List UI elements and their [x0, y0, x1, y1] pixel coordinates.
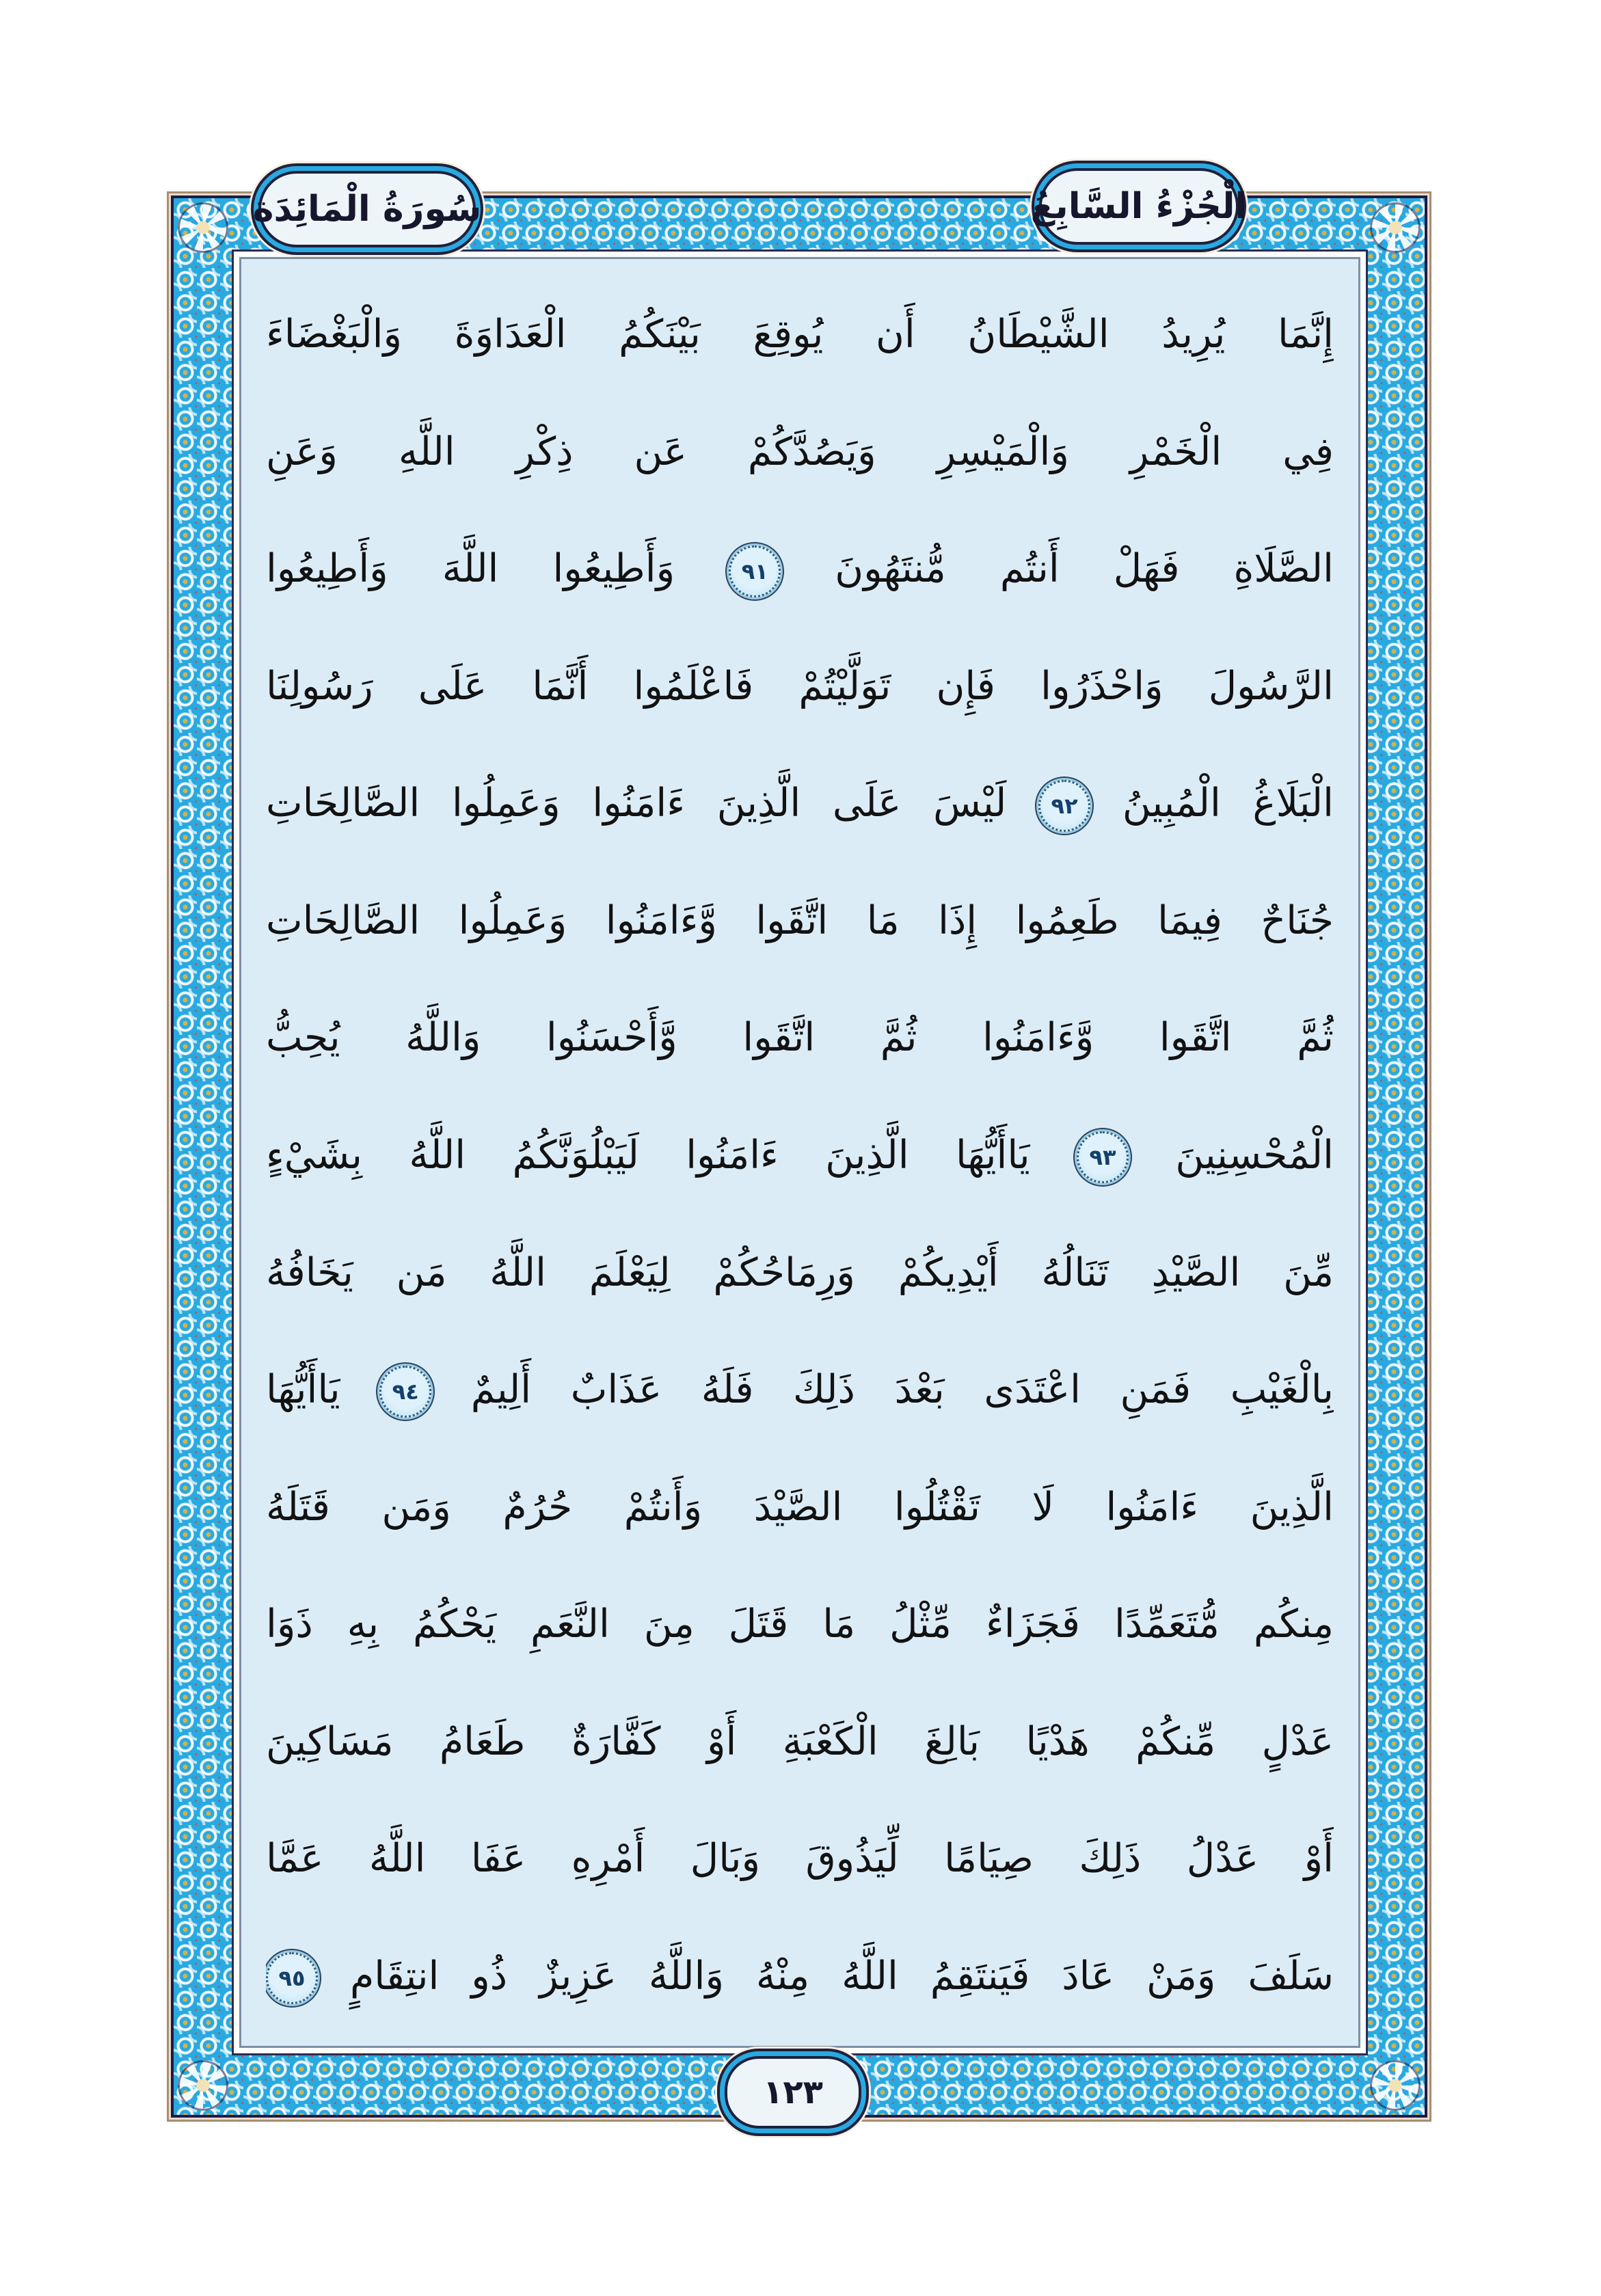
quran-line: [266, 1567, 1334, 1682]
quran-line: [266, 511, 1334, 626]
verse-text-segment: أَوْ عَدْلُ ذَلِكَ صِيَامًا لِّيَذُوقَ وَبَالَ أَمْرِهِ عَفَا اللَّهُ عَمَّا: [266, 1836, 1334, 1882]
ayah-end-marker-icon: [379, 1366, 431, 1418]
verse-text-segment: سَلَفَ وَمَنْ عَادَ فَيَنتَقِمُ اللَّهُ مِنْهُ وَاللَّهُ عَزِيزٌ ذُو انتِقَامٍ: [349, 1953, 1334, 1999]
ayah-end-marker-icon: [1038, 780, 1090, 832]
quran-line: [266, 746, 1334, 861]
verse-text-segment: مِنكُم مُّتَعَمِّدًا فَجَزَاءٌ مِّثْلُ مَا قَتَلَ مِنَ النَّعَمِ يَحْكُمُ بِهِ ذَوَا: [266, 1602, 1334, 1647]
verse-text-segment: الَّذِينَ ءَامَنُوا لَا تَقْتُلُوا الصَّيْدَ وَأَنتُمْ حُرُمٌ وَمَن قَتَلَهُ: [266, 1484, 1334, 1530]
surah-name-cartouche: [252, 171, 482, 247]
quran-line: [266, 1215, 1334, 1330]
verse-text-segment: يَاأَيُّهَا الَّذِينَ ءَامَنُوا لَيَبْلُوَنَّكُمُ اللَّهُ بِشَيْءٍ: [266, 1132, 1030, 1178]
surah-name-label: سُورَةُ الْمَائِدَة: [252, 189, 482, 230]
ayah-number: ٩٥: [278, 1965, 306, 1992]
verse-text-segment: الرَّسُولَ وَاحْذَرُوا فَإِن تَوَلَّيْتُمْ فَاعْلَمُوا أَنَّمَا عَلَى رَسُولِنَا: [266, 663, 1334, 709]
verse-text-segment: جُنَاحٌ فِيمَا طَعِمُوا إِذَا مَا اتَّقَوا وَّءَامَنُوا وَعَمِلُوا الصَّالِحَاتِ: [266, 897, 1334, 943]
ayah-number: ٩٤: [392, 1379, 419, 1405]
verse-text-segment: بِالْغَيْبِ فَمَنِ اعْتَدَى بَعْدَ ذَلِكَ فَلَهُ عَذَابٌ أَلِيمٌ: [470, 1367, 1334, 1413]
quran-line: [266, 1098, 1334, 1213]
verse-text-segment: الْمُحْسِنِينَ: [1175, 1132, 1334, 1178]
verse-text-segment: فِي الْخَمْرِ وَالْمَيْسِرِ وَيَصُدَّكُمْ عَن ذِكْرِ اللَّهِ وَعَنِ: [266, 429, 1334, 474]
verse-text-segment: ثُمَّ اتَّقَوا وَّءَامَنُوا ثُمَّ اتَّقَوا وَّأَحْسَنُوا وَاللَّهُ يُحِبُّ: [266, 1015, 1334, 1061]
quran-line: [266, 629, 1334, 744]
juz-name-label: الْجُزْءُ السَّابِعُ: [1030, 186, 1248, 227]
page-number-label: ١٢٣: [763, 2073, 823, 2111]
ayah-end-marker-icon: [729, 545, 781, 597]
ayah-end-marker-icon: [1077, 1131, 1129, 1183]
juz-name-cartouche: [1030, 168, 1248, 245]
ayah-number: ٩٣: [1089, 1144, 1116, 1171]
verse-lines: [241, 259, 1358, 2046]
corner-rosette-icon: [1370, 2060, 1421, 2111]
ayah-number: ٩١: [741, 558, 768, 584]
quran-line: [266, 1801, 1334, 1916]
verse-text-segment: عَدْلٍ مِّنكُمْ هَدْيًا بَالِغَ الْكَعْبَةِ أَوْ كَفَّارَةٌ طَعَامُ مَسَاكِينَ: [266, 1718, 1334, 1764]
text-panel: [239, 257, 1360, 2048]
corner-rosette-icon: [1370, 202, 1421, 253]
quran-line: [266, 1684, 1334, 1799]
quran-line: [266, 277, 1334, 392]
ayah-end-marker-icon: [266, 1952, 318, 2004]
quran-line: [266, 863, 1334, 978]
quran-line: [266, 394, 1334, 509]
corner-rosette-icon: [178, 202, 228, 253]
quran-line: [266, 980, 1334, 1095]
quran-line: [266, 1919, 1334, 2034]
quran-line: [266, 1332, 1334, 1447]
corner-rosette-icon: [178, 2060, 228, 2111]
verse-text-segment: مِّنَ الصَّيْدِ تَنَالُهُ أَيْدِيكُمْ وَرِمَاحُكُمْ لِيَعْلَمَ اللَّهُ مَن يَخَافُهُ: [266, 1250, 1334, 1295]
verse-text-segment: وَأَطِيعُوا اللَّهَ وَأَطِيعُوا: [266, 546, 675, 592]
verse-text-segment: إِنَّمَا يُرِيدُ الشَّيْطَانُ أَن يُوقِعَ بَيْنَكُمُ الْعَدَاوَةَ وَالْبَغْضَاءَ: [266, 312, 1334, 357]
verse-text-segment: الصَّلَاةِ فَهَلْ أَنتُم مُّنتَهُونَ: [835, 546, 1334, 592]
verse-text-segment: لَيْسَ عَلَى الَّذِينَ ءَامَنُوا وَعَمِلُوا الصَّالِحَاتِ: [266, 781, 1007, 826]
page-number-cartouche: [725, 2056, 861, 2129]
ayah-number: ٩٢: [1051, 792, 1078, 819]
quran-line: [266, 1450, 1334, 1565]
verse-text-segment: يَاأَيُّهَا: [266, 1367, 340, 1413]
verse-text-segment: الْبَلَاغُ الْمُبِينُ: [1122, 781, 1334, 826]
